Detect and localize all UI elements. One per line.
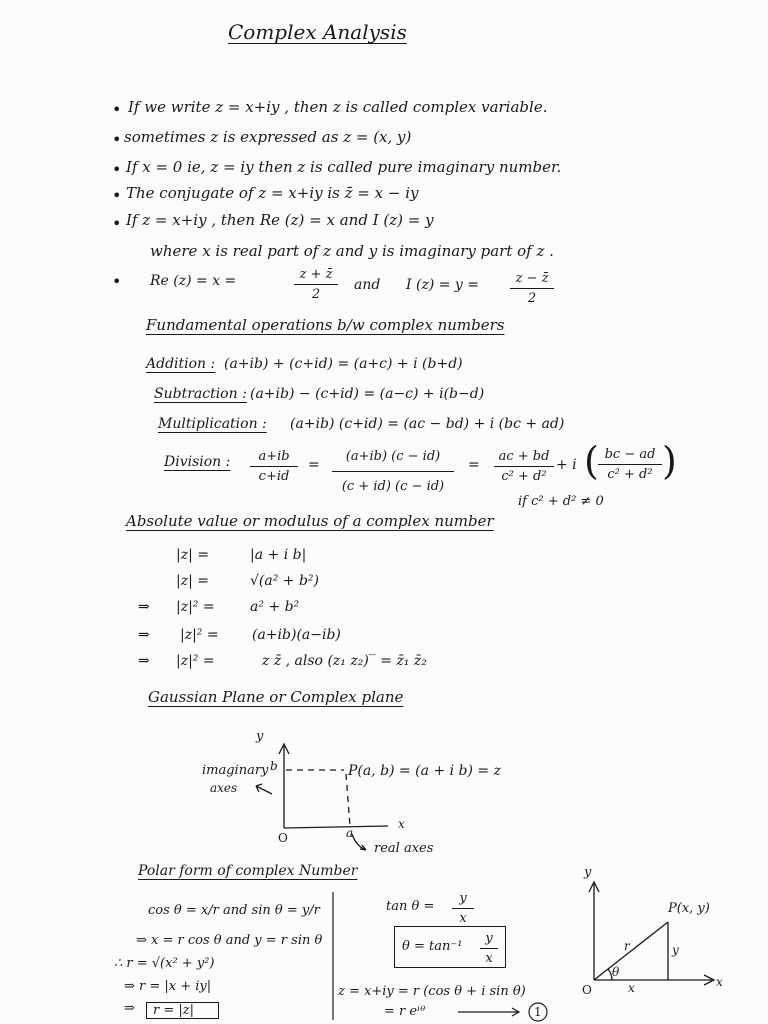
division-condition: if c² + d² ≠ 0 xyxy=(518,494,604,509)
z-polar-line-2: = r eⁱᶿ xyxy=(384,1004,426,1019)
fundamental-heading: Fundamental operations b/w complex numbers xyxy=(146,316,505,334)
and-word: and xyxy=(354,277,381,293)
bullet-complex-variable: If we write z = x+iy , then z is called complex variable. xyxy=(128,98,548,116)
triangle-theta-label: θ xyxy=(612,965,620,979)
x-axis-label: x xyxy=(398,817,405,831)
polar-heading: Polar form of complex Number xyxy=(138,863,358,879)
equals-sign: = xyxy=(308,457,320,473)
right-paren: ) xyxy=(662,439,677,483)
bullet-dot: • xyxy=(112,160,122,179)
z-polar-line-1: z = x+iy = r (cos θ + i sin θ) xyxy=(338,984,526,999)
subtraction-formula: (a+ib) − (c+id) = (a−c) + i(b−d) xyxy=(250,386,485,402)
origin-label: O xyxy=(278,831,288,845)
polar-line-4: ⇒ r = |x + iy| xyxy=(124,979,212,994)
page-title: Complex Analysis xyxy=(228,20,407,44)
imaginary-axes-label-2: axes xyxy=(210,781,238,795)
y-axis-label: y xyxy=(256,729,264,744)
div-f4-num: bc − ad xyxy=(604,447,656,462)
im-formula-lhs: I (z) = y = xyxy=(406,277,480,293)
bullet-conjugate: The conjugate of z = x+iy is z̄ = x − iy xyxy=(126,184,419,202)
triangle-r-label: r xyxy=(624,939,630,953)
modulus-heading: Absolute value or modulus of a complex number xyxy=(126,512,494,530)
imaginary-axes-label: imaginary xyxy=(202,763,269,778)
modulus-rhs: √(a² + b²) xyxy=(250,573,320,589)
div-f3-num: ac + bd xyxy=(498,449,550,464)
div-f2-den: (c + id) (c − id) xyxy=(341,479,445,494)
im-denominator: 2 xyxy=(527,291,537,306)
theta-box-numerator: y xyxy=(485,931,493,946)
multiplication-formula: (a+ib) (c+id) = (ac − bd) + i (bc + ad) xyxy=(290,416,565,432)
plus-i: + i xyxy=(556,457,577,473)
re-numerator: z + z̄ xyxy=(299,267,333,282)
addition-label: Addition : xyxy=(146,356,216,372)
modulus-rhs: a² + b² xyxy=(250,599,300,615)
polar-line-3: ∴ r = √(x² + y²) xyxy=(114,956,215,971)
polar-line-1: cos θ = x/r and sin θ = y/r xyxy=(148,903,320,918)
triangle-y-side-label: y xyxy=(672,943,679,957)
bullet-dot: • xyxy=(112,214,122,233)
addition-formula: (a+ib) + (c+id) = (a+c) + i (b+d) xyxy=(224,356,463,372)
division-label: Division : xyxy=(164,454,231,470)
modulus-rhs: z z̄ , also (z₁ z₂)‾ = z̄₁ z̄₂ xyxy=(262,653,427,669)
re-denominator: 2 xyxy=(311,287,321,302)
bullet-dot: • xyxy=(112,130,122,149)
where-line: where x is real part of z and y is imaginary part of z . xyxy=(150,242,554,260)
tan-theta-line: tan θ = xyxy=(386,899,435,914)
modulus-lhs: |z|² = xyxy=(176,599,215,615)
theta-box-lhs: θ = tan⁻¹ xyxy=(402,939,463,954)
bullet-dot: • xyxy=(112,100,122,119)
bullet-ordered-pair: sometimes z is expressed as z = (x, y) xyxy=(124,128,412,146)
div-f3-den: c² + d² xyxy=(501,469,547,484)
modulus-arrow: ⇒ xyxy=(138,599,150,615)
modulus-lhs: |z|² = xyxy=(180,627,219,643)
polar-line-2: ⇒ x = r cos θ and y = r sin θ xyxy=(136,933,323,948)
bullet-dot: • xyxy=(112,186,122,205)
theta-box-denominator: x xyxy=(485,951,493,966)
triangle-hypotenuse xyxy=(594,922,668,980)
real-axes-label: real axes xyxy=(374,841,434,856)
triangle-x-axis-label: x xyxy=(716,975,723,989)
modulus-arrow: ⇒ xyxy=(138,653,150,669)
triangle-point-label: P(x, y) xyxy=(668,901,710,916)
polar-modulus-result: r = |z| xyxy=(146,1002,219,1019)
equals-sign: = xyxy=(468,457,480,473)
modulus-arrow: ⇒ xyxy=(138,627,150,643)
gaussian-heading: Gaussian Plane or Complex plane xyxy=(148,688,404,706)
tan-denominator: x xyxy=(459,911,467,926)
point-label: P(a, b) = (a + i b) = z xyxy=(348,763,501,779)
polar-line-5-arrow: ⇒ xyxy=(124,1001,135,1016)
a-tick-label: a xyxy=(346,826,354,840)
modulus-rhs: |a + i b| xyxy=(250,547,307,563)
re-formula-lhs: Re (z) = x = xyxy=(150,273,237,289)
left-paren: ( xyxy=(584,439,599,483)
div-f1-num: a+ib xyxy=(258,449,290,464)
triangle-origin-label: O xyxy=(582,983,592,997)
bullet-dot: • xyxy=(112,272,122,291)
div-f1-den: c+id xyxy=(258,469,290,484)
modulus-lhs: |z|² = xyxy=(176,653,215,669)
equation-number: 1 xyxy=(534,1005,542,1019)
tan-numerator: y xyxy=(459,891,467,906)
im-numerator: z − z̄ xyxy=(515,271,549,286)
b-tick-label: b xyxy=(270,759,278,773)
modulus-lhs: |z| = xyxy=(176,547,209,563)
triangle-x-side-label: x xyxy=(628,981,635,995)
multiplication-label: Multiplication : xyxy=(158,416,267,432)
div-f2-num: (a+ib) (c − id) xyxy=(345,449,441,464)
modulus-lhs: |z| = xyxy=(176,573,209,589)
bullet-pure-imaginary: If x = 0 ie, z = iy then z is called pure imaginary number. xyxy=(126,158,562,176)
subtraction-label: Subtraction : xyxy=(154,386,247,402)
triangle-y-axis-label: y xyxy=(584,865,592,880)
modulus-rhs: (a+ib)(a−ib) xyxy=(252,627,341,643)
div-f4-den: c² + d² xyxy=(607,467,653,482)
bullet-re-im: If z = x+iy , then Re (z) = x and I (z) = y xyxy=(126,211,434,229)
